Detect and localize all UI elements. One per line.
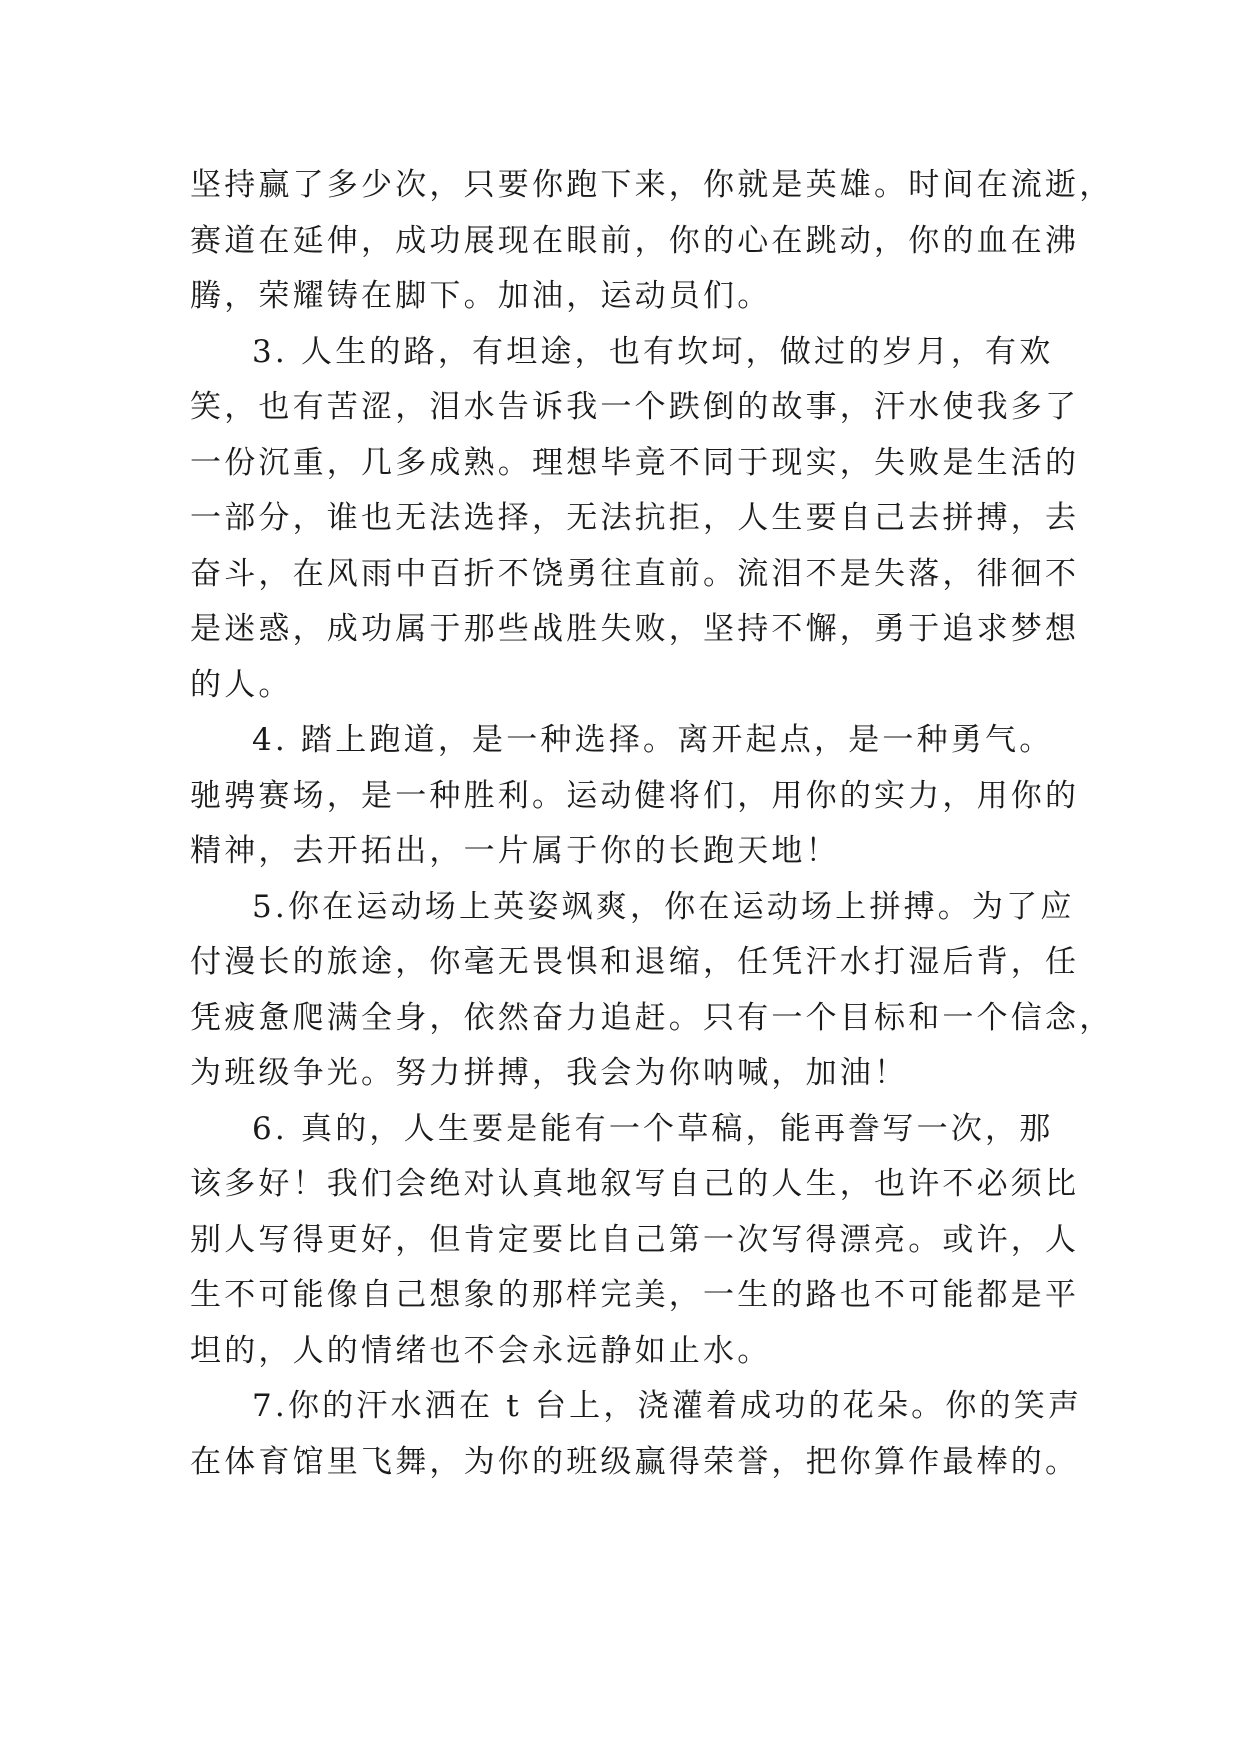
text-line: 坦的，人的情绪也不会永远静如止水。: [190, 1332, 772, 1369]
text-line: 腾，荣耀铸在脚下。加油，运动员们。: [190, 278, 772, 314]
text-line: 别人写得更好，但肯定要比自己第一次写得漂亮。或许，人: [190, 1221, 1080, 1258]
paragraph-start-5: 5.你在运动场上英姿飒爽，你在运动场上拼搏。为了应: [252, 888, 1075, 925]
text-line: 笑，也有苦涩，泪水告诉我一个跌倒的故事，汗水使我多了: [190, 389, 1080, 425]
text-line: 赛道在延伸，成功展现在眼前，你的心在跳动，你的血在沸: [190, 222, 1080, 259]
text-line: 凭疲惫爬满全身，依然奋力追赶。只有一个目标和一个信念，: [190, 999, 1114, 1036]
paragraph-start-3: 3. 人生的路，有坦途，也有坎坷，做过的岁月，有欢: [252, 333, 1054, 370]
text-line: 精神，去开拓出，一片属于你的长跑天地！: [190, 833, 840, 869]
paragraph-start-6: 6. 真的，人生要是能有一个草稿，能再誊写一次，那: [252, 1110, 1054, 1147]
text-line: 在体育馆里飞舞，为你的班级赢得荣誉，把你算作最棒的。: [190, 1443, 1080, 1480]
text-line: 为班级争光。努力拼搏，我会为你呐喊，加油！: [190, 1055, 909, 1091]
text-line: 付漫长的旅途，你毫无畏惧和退缩，任凭汗水打湿后背，任: [190, 944, 1080, 980]
text-line: 是迷惑，成功属于那些战胜失败，坚持不懈，勇于追求梦想: [190, 611, 1080, 647]
text-line: 生不可能像自己想象的那样完美，一生的路也不可能都是平: [190, 1277, 1080, 1313]
text-line: 坚持赢了多少次，只要你跑下来，你就是英雄。时间在流逝，: [190, 167, 1114, 203]
text-line: 的人。: [190, 666, 293, 703]
paragraph-start-4: 4. 踏上跑道，是一种选择。离开起点，是一种勇气。: [252, 722, 1054, 758]
text-line: 该多好！我们会绝对认真地叙写自己的人生，也许不必须比: [190, 1166, 1080, 1202]
text-line: 一份沉重，几多成熟。理想毕竟不同于现实，失败是生活的: [190, 444, 1080, 481]
text-line: 一部分，谁也无法选择，无法抗拒，人生要自己去拼搏，去: [190, 500, 1080, 536]
text-line: 奋斗，在风雨中百折不饶勇往直前。流泪不是失落，徘徊不: [190, 555, 1080, 592]
text-line: 驰骋赛场，是一种胜利。运动健将们，用你的实力，用你的: [190, 777, 1080, 814]
paragraph-start-7: 7.你的汗水洒在 t 台上，浇灌着成功的花朵。你的笑声: [252, 1388, 1083, 1424]
body-text: [190, 158, 1114, 1490]
